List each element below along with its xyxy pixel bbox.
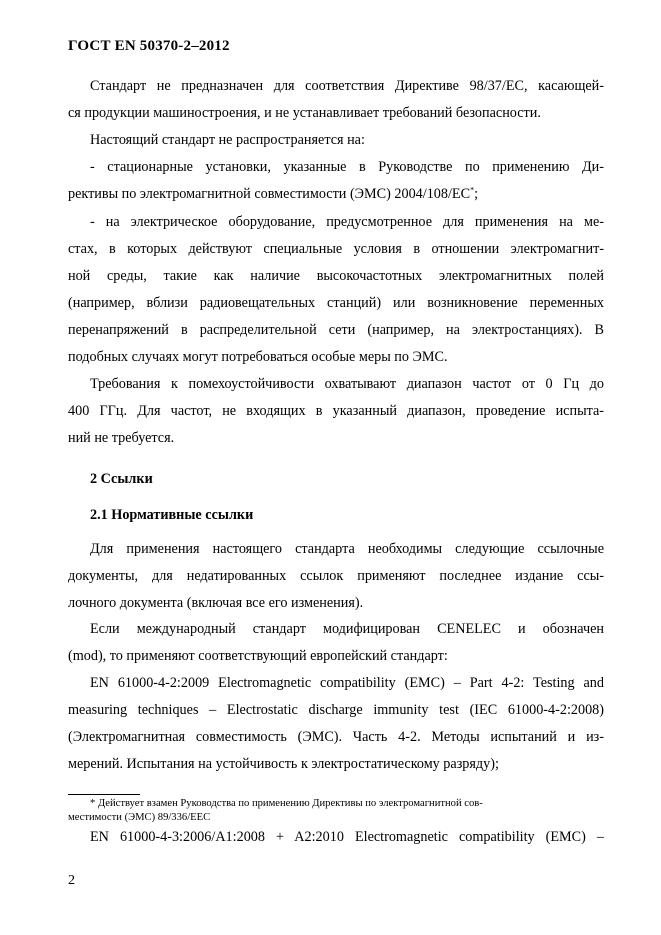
- paragraph-line: Стандарт не предназначен для соответствия Директиве 98/37/ЕС, касающей-: [90, 78, 604, 94]
- list-item-line: ной среды, такие как наличие высокочастотных электромагнитных полей: [68, 268, 604, 284]
- list-item-line: (например, вблизи радиовещательных станций) или возникновение переменных: [68, 295, 604, 311]
- reference-line: measuring techniques – Electrostatic discharge immunity test (IEC 61000-4-2:2008): [68, 702, 604, 718]
- paragraph-line: Настоящий стандарт не распространяется на:: [90, 132, 365, 148]
- footnote-text: * Действует взамен Руководства по применению Директивы по электромагнитной сов-: [90, 798, 483, 809]
- subsection-heading: 2.1 Нормативные ссылки: [90, 507, 254, 523]
- paragraph-line: Требования к помехоустойчивости охватывают диапазон частот от 0 Гц до: [90, 376, 604, 392]
- document-code-header: ГОСТ EN 50370-2–2012: [68, 38, 230, 54]
- list-item-line: подобных случаях могут потребоваться особые меры по ЭМС.: [68, 349, 448, 365]
- footnote-text: местимости (ЭМС) 89/336/EEC: [68, 812, 211, 823]
- paragraph-line: (mod), то применяют соответствующий европейский стандарт:: [68, 648, 448, 664]
- list-item-line: - на электрическое оборудование, предусмотренное для применения на ме-: [90, 214, 604, 230]
- list-item-line: - стационарные установки, указанные в Руководстве по применению Ди-: [90, 159, 604, 175]
- list-item-line: стах, в которых действуют специальные условия в отношении электромагнит-: [68, 241, 604, 257]
- page-number: 2: [68, 873, 75, 888]
- paragraph-line: Если международный стандарт модифицирован CENELEC и обозначен: [90, 621, 604, 637]
- paragraph-line: ся продукции машиностроения, и не устанавливает требований безопасности.: [68, 105, 541, 121]
- paragraph-line: лочного документа (включая все его изменения).: [68, 595, 364, 611]
- footnote-separator: [68, 794, 140, 795]
- paragraph-line: 400 ГГц. Для частот, не входящих в указанный диапазон, проведение испыта-: [68, 403, 604, 419]
- section-heading: 2 Ссылки: [90, 471, 153, 487]
- reference-line: (Электромагнитная совместимость (ЭМС). Часть 4-2. Методы испытаний и из-: [68, 729, 604, 745]
- reference-line: EN 61000-4-2:2009 Electromagnetic compatibility (EMC) – Part 4-2: Testing and: [90, 675, 604, 691]
- paragraph-line: Для применения настоящего стандарта необходимы следующие ссылочные: [90, 541, 604, 557]
- reference-line: EN 61000-4-3:2006/A1:2008 + A2:2010 Electromagnetic compatibility (EMC) –: [90, 829, 604, 845]
- list-item-line: рективы по электромагнитной совместимости (ЭМС) 2004/108/ЕС*;: [68, 185, 479, 202]
- paragraph-line: ний не требуется.: [68, 430, 175, 446]
- list-item-line: перенапряжений в распределительной сети (например, на электростанциях). В: [68, 322, 604, 338]
- reference-line: мерений. Испытания на устойчивость к электростатическому разряду);: [68, 756, 499, 772]
- paragraph-line: документы, для недатированных ссылок применяют последнее издание ссы-: [68, 568, 604, 584]
- footnote-marker: *: [470, 185, 475, 195]
